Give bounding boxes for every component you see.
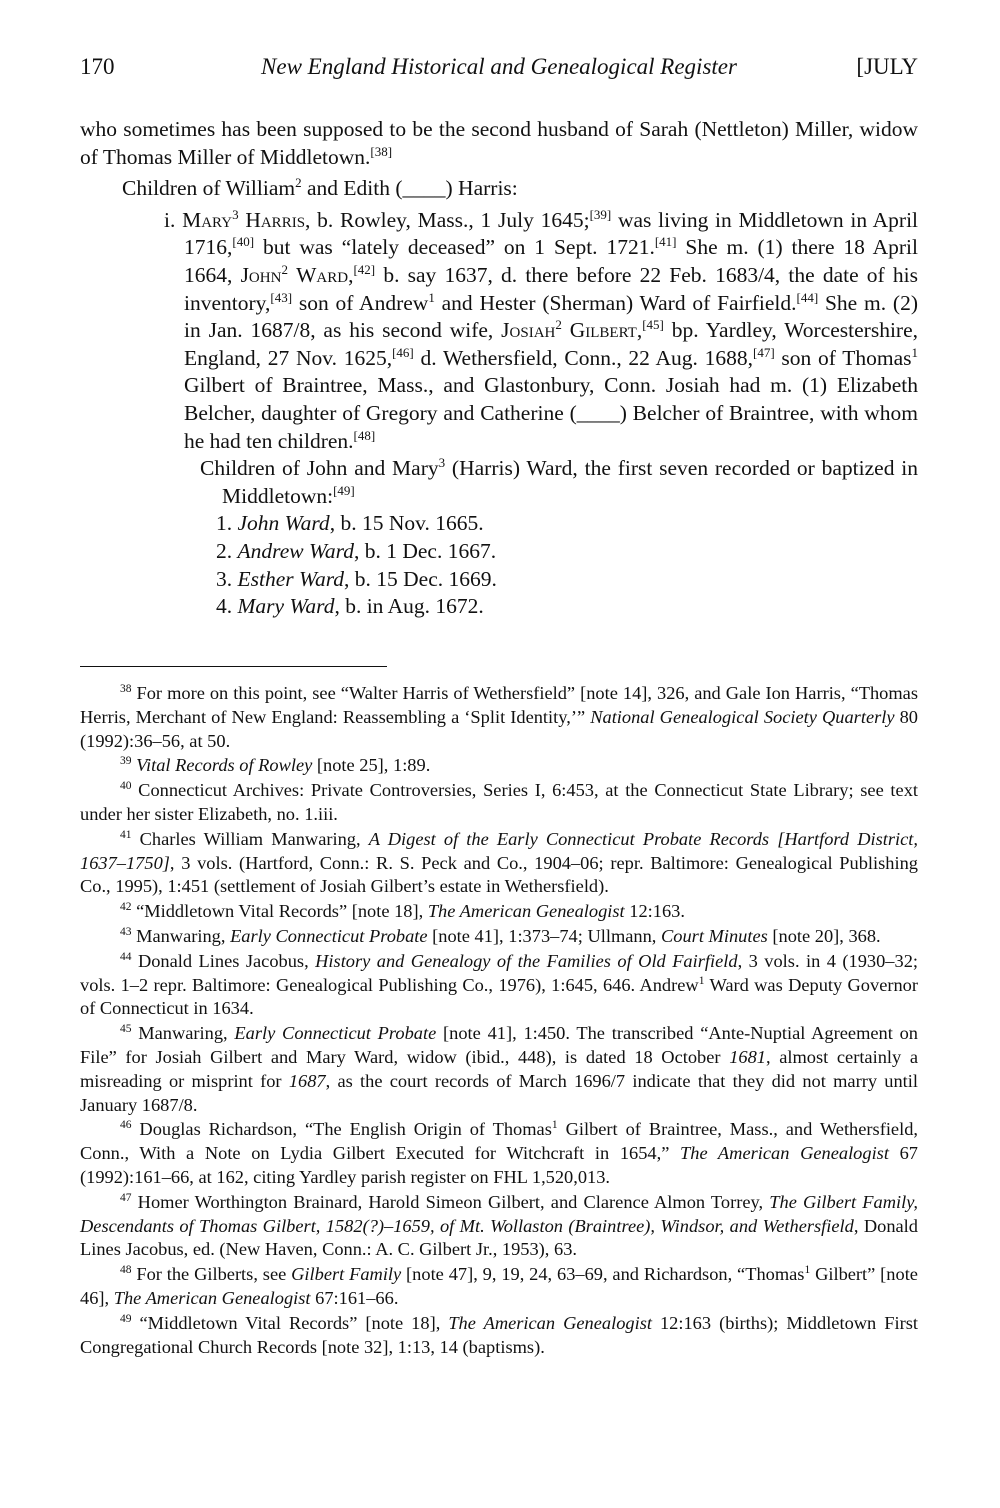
footnote-47: $^{47}$ Homer Worthington Brainard, Harold Simeon Gilbert, and Clarence Almon Torrey, The Gilbert Family, Descendants of Thomas Gilbert, 1582(?)–1659, of Mt. Wollaston (Braintree), Windsor, and Wethersfield, Donald Lines Jacobus, ed. (New Haven, Conn.: A. C. Gilbert Jr., 1953), 63. <box>80 1191 918 1260</box>
footnote-ref[interactable]: [40] <box>232 234 255 250</box>
child-name: Esther Ward <box>237 566 345 591</box>
child-name: John Ward <box>237 511 330 536</box>
footnote-43: $^{43}$ Manwaring, Early Connecticut Probate [note 41], 1:373–74; Ullmann, Court Minutes [note 20], 368. <box>120 925 881 946</box>
running-header <box>80 52 918 86</box>
ward-child-1: 1. John Ward, b. 15 Nov. 1665. <box>216 511 484 536</box>
footnote-ref[interactable]: [42] <box>353 261 376 277</box>
ward-children-intro: Children of John and Mary$^3$ (Harris) Ward, the first seven recorded or baptized in Middletown:[49] <box>200 455 918 508</box>
footnote-42: $^{42}$ “Middletown Vital Records” [note 18], The American Genealogist 12:163. <box>120 901 685 922</box>
footnotes <box>80 682 918 1360</box>
person-name: John <box>240 262 282 287</box>
footnote-ref[interactable]: [41] <box>654 234 677 250</box>
ward-child-3: 3. Esther Ward, b. 15 Dec. 1669. <box>216 566 497 591</box>
footnote-ref[interactable]: [39] <box>589 206 612 222</box>
footnote-39: $^{39}$ Vital Records of Rowley [note 25], 1:89. <box>120 755 431 776</box>
footnote-ref[interactable]: [46] <box>392 344 414 360</box>
footnote-49: $^{49}$ “Middletown Vital Records” [note 18], The American Genealogist 12:163 (births); Middletown First Congregational Church Records [note 32], 1:13, 14 (baptisms). <box>80 1312 918 1357</box>
footnote-40: $^{40}$ Connecticut Archives: Private Controversies, Series I, 6:453, at the Connecticut State Library; see text under her sister Elizabeth, no. 1.iii. <box>80 780 918 824</box>
issue-month: [JULY <box>856 54 918 79</box>
footnote-ref[interactable]: [43] <box>270 289 293 305</box>
footnote-46: $^{46}$ Douglas Richardson, “The English Origin of Thomas$^1$ Gilbert of Braintree, Mass., and Wethersfield, Conn., With a Note on Lydia Gilbert Executed for Witchcraft in 1654,” The American Genealogist 67 (1992):161–66, at 162, citing Yardley parish register on FHL 1,520,013. <box>80 1119 918 1187</box>
person-name: Mary <box>182 207 233 232</box>
person-name: Josiah <box>501 318 556 343</box>
continuation-paragraph: who sometimes has been supposed to be the second husband of Sarah (Nettleton) Miller, widow of Thomas Miller of Middletown.[38] <box>80 117 918 169</box>
footnote-ref[interactable]: [45] <box>642 317 664 333</box>
footnote-separator <box>80 666 387 667</box>
child-name: Andrew Ward <box>237 538 354 563</box>
child-entry-i: i. Mary$^3$ Harris, b. Rowley, Mass., 1 July 1645;[39] was living in Middletown in April 1716,[40] but was “lately deceased” on 1 Sept. 1721.[41] She m. (1) there 18 April 1664, John$^2$ Ward,[42] b. say 1637, d. there before 22 Feb. 1683/4, the date of his inventory,[43] son of Andrew$^1$ and Hester (Sherman) Ward of Fairfield.[44] She m. (2) in Jan. 1687/8, as his second wife, Josiah$^2$ Gilbert,[45] bp. Yardley, Worcestershire, England, 27 Nov. 1625,[46] d. Wethersfield, Conn., 22 Aug. 1688,[47] son of Thomas$^1$ Gilbert of Braintree, Mass., and Glastonbury, Conn. Josiah had m. (1) Elizabeth Belcher, daughter of Gregory and Catherine (____) Belcher of Braintree, with whom he had ten children.[48] <box>164 206 919 453</box>
footnote-ref[interactable]: [47] <box>752 344 775 360</box>
footnote-ref[interactable]: [48] <box>353 427 376 443</box>
children-intro: Children of William$^2$ and Edith (____) Harris: <box>122 175 518 201</box>
footnote-44: $^{44}$ Donald Lines Jacobus, History and Genealogy of the Families of Old Fairfield, 3 vols. in 4 (1930–32; vols. 1–2 repr. Baltimore: Genealogical Publishing Co., 1976), 1:645, 646. Andrew$^1$ Ward was Deputy Governor of Connecticut in 1634. <box>80 950 919 1019</box>
footnote-45: $^{45}$ Manwaring, Early Connecticut Probate [note 41], 1:450. The transcribed “Ante-Nuptial Agreement on File” for Josiah Gilbert and Mary Ward, widow (ibid., 448), is dated 18 October 1681, almost certainly a misreading or misprint for 1687, as the court records of March 1696/7 indicate that they did not marry until January 1687/8. <box>80 1023 919 1115</box>
page-number: 170 <box>80 54 115 79</box>
main-text <box>80 116 918 621</box>
footnote-38: $^{38}$ For more on this point, see “Walter Harris of Wethersfield” [note 14], 326, and Gale Ion Harris, “Thomas Herris, Merchant of New England: Reassembling a ‘Split Identity,’” National Genealogical Society Quarterly 80 (1992):36–56, at 50. <box>80 683 918 751</box>
footnote-ref[interactable]: [49] <box>333 482 355 498</box>
child-name: Mary Ward <box>237 594 335 619</box>
footnote-ref[interactable]: [44] <box>796 289 819 305</box>
ward-child-4: 4. Mary Ward, b. in Aug. 1672. <box>216 594 484 619</box>
footnote-ref[interactable]: [38] <box>370 143 393 159</box>
ward-child-2: 2. Andrew Ward, b. 1 Dec. 1667. <box>216 538 497 563</box>
footnote-48: $^{48}$ For the Gilberts, see Gilbert Family [note 47], 9, 19, 24, 63–69, and Richardson, “Thomas$^1$ Gilbert” [note 46], The American Genealogist 67:161–66. <box>80 1264 918 1308</box>
footnote-41: $^{41}$ Charles William Manwaring, A Digest of the Early Connecticut Probate Records [Hartford District, 1637–1750], 3 vols. (Hartford, Conn.: R. S. Peck and Co., 1904–06; repr. Baltimore: Genealogical Publishing Co., 1995), 1:451 (settlement of Josiah Gilbert’s estate in Wethersfield). <box>80 828 918 897</box>
journal-title: New England Historical and Genealogical Register <box>261 54 737 79</box>
